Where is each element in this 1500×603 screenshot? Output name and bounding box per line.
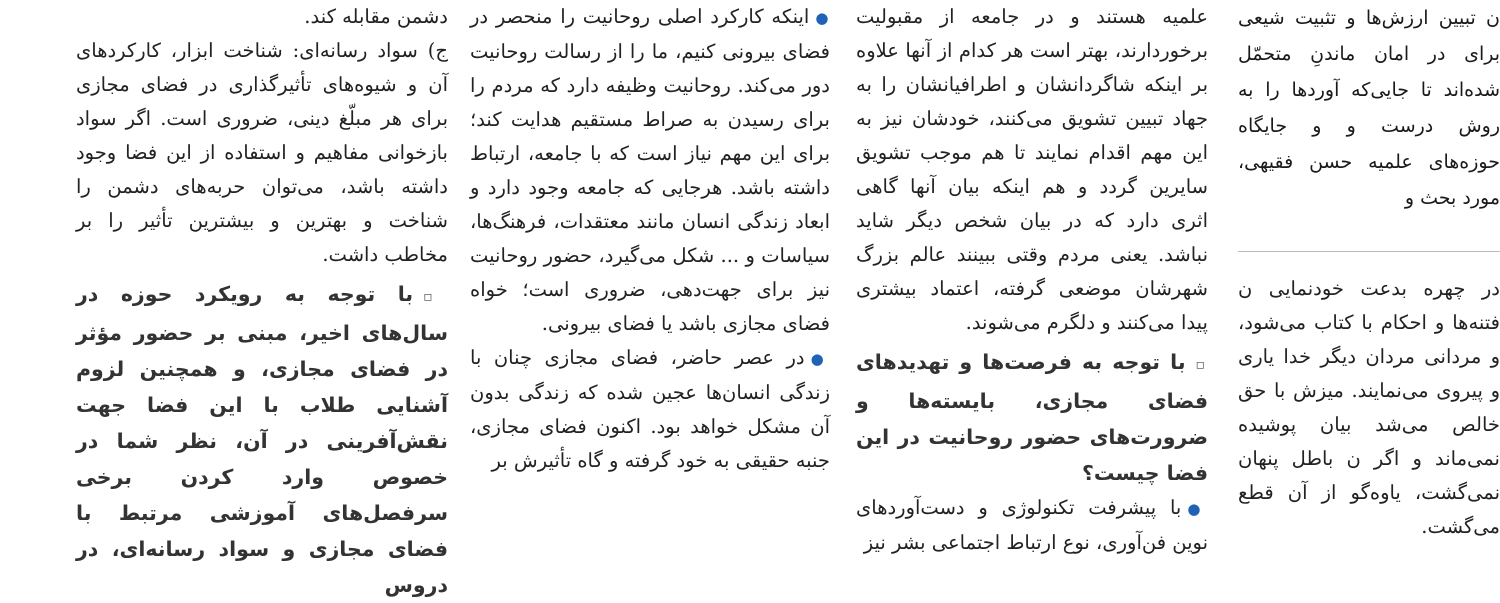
- column-1: [1238, 0, 1500, 571]
- bullet-icon: ●: [810, 350, 830, 368]
- question-text: با توجه به فرصت‌ها و تهدیدهای فضای مجازی، بایسته‌ها و ضرورت‌های حضور روحانیت در این فضا چیست؟: [856, 350, 1208, 485]
- column-2-paragraph-1: علمیه هستند و در جامعه از مقبولیت برخوردارند، بهتر است هر کدام از آنها علاوه بر اینکه شاگردانشان و اطرافیانشان را به جهاد تبیین تشویق می‌کنند، خودشان نیز به این مهم اقدام نمایند تا هم موجب تشویق سایرین گردد و هم اینکه بیان آنها گاهی اثری دارد که در بیان شخص دیگر شاید نباشد. یعنی مردم وقتی ببینند عالم بزرگ شهرشان موضعی گرفته، اعتماد بیشتری پیدا می‌کنند و دلگرم می‌شوند.: [856, 5, 1208, 334]
- square-marker-icon: ▫: [1195, 357, 1208, 373]
- bullet-icon: ●: [1187, 500, 1208, 518]
- column-1-top-text: ن تبیین ارزش‌ها و تثبیت شیعی برای در امان ماندنِ متحمّل شده‌اند تا جایی‌که آوردها را به روش درست و و جایگاه حوزه‌های علمیه حسن فقیهی، مورد بحث و: [1238, 7, 1500, 209]
- paragraph-text: در عصر حاضر، فضای مجازی چنان با زندگی انسان‌ها عجین شده که زندگی بدون آن مشکل خواهد بود. اکنون فضای مجازی، جنبه حقیقی به خود گرفته و گاه تأثیرش بر: [470, 346, 830, 472]
- column-1-body: در چهره بدعت خودنمایی ن فتنه‌ها و احکام با کتاب می‌شود، و مردانی مردان دیگر خدا یاری و پیروی می‌نمایند. میزش با حق خالص می‌شد بیان پوشیده نمی‌ماند و اگر ن باطل پنهان نمی‌گشت، یاوه‌گو از آن قطع می‌گشت.: [1238, 277, 1500, 538]
- column-4-paragraph-0: دشمن مقابله کند.: [304, 5, 448, 28]
- column-2-paragraph-2: [856, 491, 1208, 560]
- question-text: با توجه به رویکرد حوزه در سال‌های اخیر، مبنی بر حضور مؤثر در فضای مجازی، و همچنین لزوم آشنایی طلاب با این فضا جهت نقش‌آفرینی در آن، نظر شما در خصوص وارد کردن برخی سرفصل‌های آموزشی مرتبط با فضای مجازی و سواد رسانه‌ای، در دروس: [76, 282, 448, 597]
- column-2: [856, 0, 1208, 571]
- column-divider: [1238, 251, 1500, 252]
- column-3: [470, 0, 830, 571]
- interview-question: [856, 344, 1208, 491]
- column-4-paragraph-1: ج) سواد رسانه‌ای: شناخت ابزار، کارکردهای آن و شیوه‌های تأثیرگذاری در فضای مجازی برای هر مبلّغ دینی، ضروری است. اگر سواد بازخوانی مفاهیم و استفاده از این فضا وجود داشته باشد، می‌توان حربه‌های دشمن را شناخت و بهترین و بیشترین تأثیر را بر مخاطب داشت.: [76, 39, 448, 266]
- column-4: [76, 0, 448, 597]
- column-3-paragraph-2: [470, 341, 830, 478]
- column-3-paragraph-1: [470, 0, 830, 341]
- interview-question: [76, 276, 448, 603]
- paragraph-text: با پیشرفت تکنولوژی و دست‌آوردهای نوین فن‌آوری، نوع ارتباط اجتماعی بشر نیز: [856, 496, 1208, 554]
- square-marker-icon: ▫: [423, 289, 448, 305]
- paragraph-text: اینکه کارکرد اصلی روحانیت را منحصر در فضای بیرونی کنیم، ما را از رسالت روحانیت دور می‌کند. روحانیت وظیفه دارد که مردم را برای رسیدن به صراط مستقیم هدایت کند؛ برای این مهم نیاز است که با جامعه، ارتباط داشته باشد. هرجایی که جامعه وجود دارد و ابعاد زندگی انسان مانند معتقدات، فرهنگ‌ها، سیاسات و ... شکل می‌گیرد، حضور روحانیت نیز برای جهت‌دهی، ضروری است؛ خواه فضای مجازی باشد یا فضای بیرونی.: [470, 5, 830, 335]
- bullet-icon: ●: [815, 9, 830, 27]
